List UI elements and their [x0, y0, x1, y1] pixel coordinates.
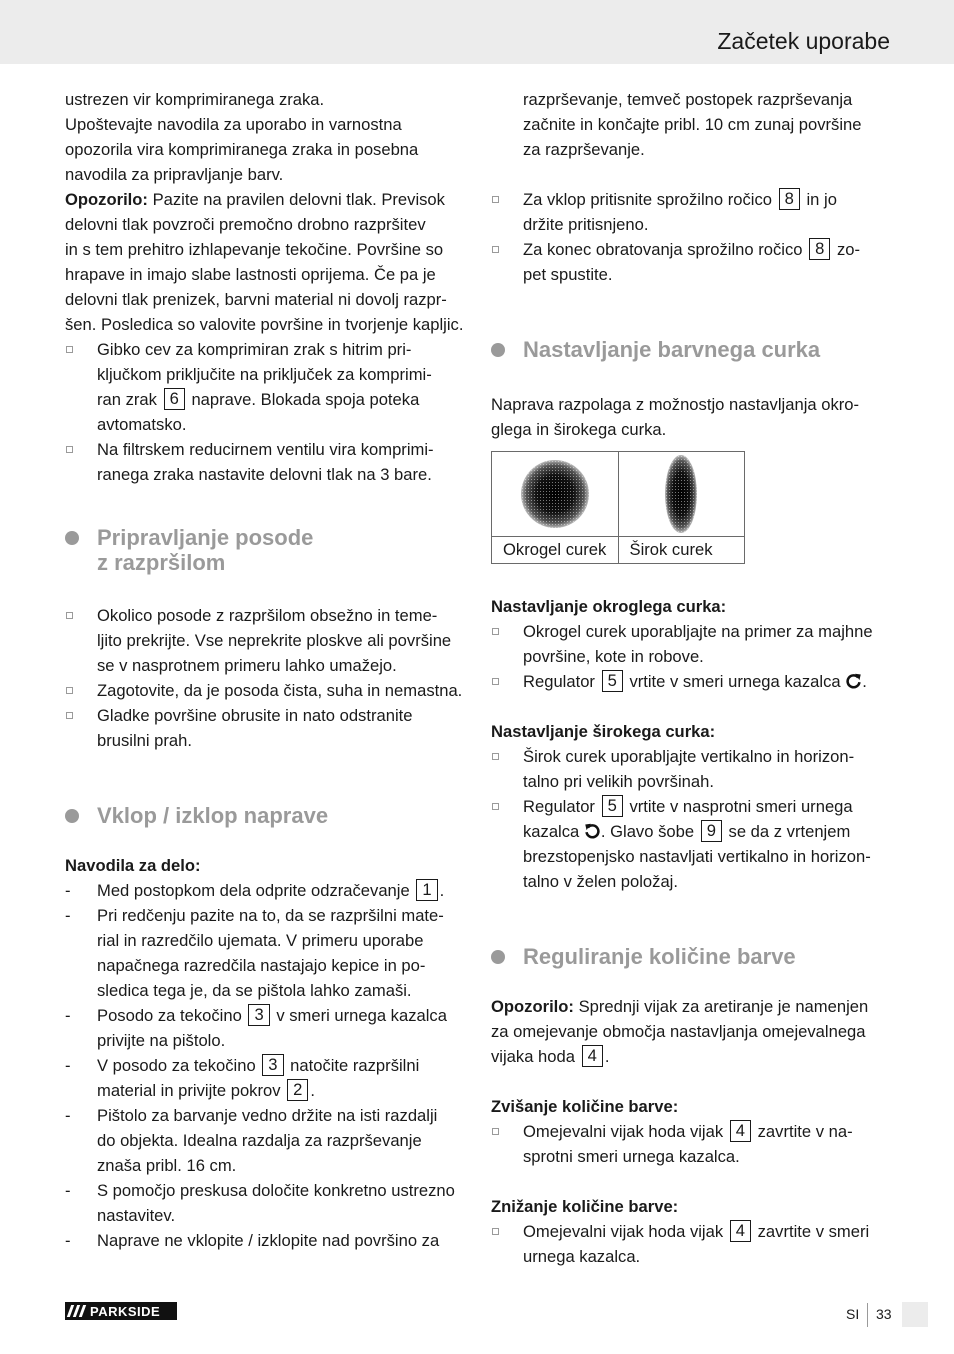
subheading-increase: Zvišanje količine barve:	[491, 1097, 679, 1116]
counterclockwise-arrow-icon	[584, 822, 601, 839]
intro-line: opozorila vira komprimiranega zraka in posebna	[65, 140, 419, 159]
section-heading-jet: Nastavljanje barvnega curka	[491, 337, 891, 362]
checkbox-bullet-icon	[66, 446, 73, 453]
checkbox-bullet-icon	[66, 712, 73, 719]
part-number-box: 1	[416, 879, 437, 901]
checkbox-bullet-icon	[492, 1228, 499, 1235]
checkbox-bullet-icon	[492, 803, 499, 810]
checkbox-bullet-icon	[492, 753, 499, 760]
part-number-box: 5	[602, 670, 623, 692]
list-item: Na filtrskem reducirnem ventilu vira komprimi- ranega zraka nastavite delovni tlak na 3 bare.	[65, 437, 465, 487]
dash-item: - V posodo za tekočino 3 natočite razpršilni material in privijte pokrov 2 .	[65, 1055, 420, 1100]
language-code: SI	[846, 1306, 860, 1322]
dash-item: - S pomočjo preskusa določite konkretno ustrezno nastavitev.	[65, 1181, 455, 1225]
dash-item: - Pištolo za barvanje vedno držite na isti razdalji do objekta. Idealna razdalja za razprševanje znaša pribl. 16 cm.	[65, 1106, 438, 1175]
list-item: Gladke površine obrusite in nato odstranite brusilni prah.	[65, 703, 465, 753]
warning-paragraph: Opozorilo: Sprednji vijak za aretiranje je namenjen	[491, 997, 869, 1016]
heading-dot-icon	[491, 343, 505, 357]
heading-dot-icon	[65, 809, 79, 823]
checkbox-bullet-icon	[66, 687, 73, 694]
part-number-box: 8	[779, 188, 800, 210]
part-number-box: 2	[287, 1079, 308, 1101]
dash-item: - Med postopkom dela odprite odzračevanje 1 .	[65, 880, 445, 900]
checkbox-bullet-icon	[492, 678, 499, 685]
wide-jet-label: Širok curek	[619, 536, 745, 563]
list-item: Gibko cev za komprimiran zrak s hitrim pri- ključkom priključite na priključek za komprimi- ran zrak 6 naprave. Blokada spoja poteka avtomatsko.	[65, 337, 465, 437]
heading-dot-icon	[491, 950, 505, 964]
subheading-instructions: Navodila za delo:	[65, 856, 201, 875]
list-item: Omejevalni vijak hoda vijak 4 zavrtite v smeri urnega kazalca.	[491, 1219, 891, 1269]
heading-dot-icon	[65, 531, 79, 545]
part-number-box: 4	[582, 1045, 603, 1067]
checkbox-bullet-icon	[66, 346, 73, 353]
page-number: 33	[876, 1306, 892, 1322]
spray-pattern-figure	[491, 451, 745, 564]
list-item: Omejevalni vijak hoda vijak 4 zavrtite v na- sprotni smeri urnega kazalca.	[491, 1119, 891, 1169]
checkbox-bullet-icon	[492, 196, 499, 203]
round-jet-icon	[520, 459, 590, 529]
part-number-box: 4	[730, 1220, 751, 1242]
right-column: razprševanje, temveč postopek razprševanja začnite in končajte pribl. 10 cm zunaj površine za razprševanje. Za vklop pritisnite sprožilno ročico 8 in jo držite pritisnjeno. Za konec obratovanja sprožilno ročico 8 zo- pet spustite. Nastavljanje barvnega curka Naprava razpolaga z možnostjo nastavljanja okro- glega in širokega curka. Okrogel curek Širok curek Nastavljanje okroglega curka: Okrogel curek uporabljajte na primer za majhne površine, kote in robove. Regulator 5 vrtite v smeri urnega kazalca . Nastavljanje širokega curka: Širok curek uporabljajte vertikalno in horizon- talno pri velikih površinah. Regulator 5 vrtite v nasprotni smeri urnega kazalca . Glavo šobe 9 se da z vrtenjem brezstopenjsko nastavljati vertikalno in horizon- talno v želen položaj. Reguliranje količine barve Opozorilo: Sprednji vijak za aretiranje je namenjen za omejevanje območja nastavljanja omejevalnega vijaka hoda 4 . Zvišanje količine barve: Omejevalni vijak hoda vijak 4 zavrtite v na- sprotni smeri urnega kazalca. Znižanje količine barve: Omejevalni vijak hoda vijak 4 zavrtite v smeri urnega kazalca.	[491, 87, 891, 1269]
part-number-box: 9	[701, 820, 722, 842]
continued-item: razprševanje, temveč postopek razprševanja začnite in končajte pribl. 10 cm zunaj površine za razprševanje.	[523, 90, 862, 159]
clockwise-arrow-icon	[845, 672, 862, 689]
checkbox-bullet-icon	[492, 1128, 499, 1135]
list-item: Regulator 5 vrtite v nasprotni smeri urnega kazalca . Glavo šobe 9 se da z vrtenjem brezstopenjsko nastavljati vertikalno in horizon- talno v želen položaj.	[491, 794, 891, 894]
wide-jet-cell	[618, 452, 745, 563]
warning-paragraph: Opozorilo: Pazite na pravilen delovni tlak. Previsok	[65, 190, 445, 209]
dash-item: - Pri redčenju pazite na to, da se razpršilni mate- rial in razredčilo ujemata. V primeru uporabe napačnega razredčila nastajajo kepice in po- sledica tega je, da se pištola lahko zamaši.	[65, 906, 444, 1000]
logo-stripes-icon	[69, 1305, 84, 1317]
dash-item: - Posodo za tekočino 3 v smeri urnega kazalca privijte na pištolo.	[65, 1005, 447, 1050]
section-heading-on-off: Vklop / izklop naprave	[65, 803, 465, 828]
dash-item: - Naprave ne vklopite / izklopite nad površino za	[65, 1231, 440, 1250]
subheading-round-jet: Nastavljanje okroglega curka:	[491, 597, 727, 616]
list-item: Za vklop pritisnite sprožilno ročico 8 in jo držite pritisnjeno.	[491, 187, 891, 237]
part-number-box: 4	[730, 1120, 751, 1142]
brand-name: PARKSIDE	[90, 1303, 161, 1319]
list-item: Širok curek uporabljajte vertikalno in horizon- talno pri velikih površinah.	[491, 744, 891, 794]
page-title: Začetek uporabe	[717, 28, 890, 54]
intro-line: navodila za pripravljanje barv.	[65, 165, 284, 184]
part-number-box: 5	[602, 795, 623, 817]
round-jet-label: Okrogel curek	[492, 536, 618, 563]
part-number-box: 3	[248, 1004, 269, 1026]
list-item: Okrogel curek uporabljajte na primer za majhne površine, kote in robove.	[491, 619, 891, 669]
intro-line: ustrezen vir komprimiranega zraka.	[65, 90, 325, 109]
left-column: ustrezen vir komprimiranega zraka. Upoštevajte navodila za uporabo in varnostna opozorila vira komprimiranega zraka in posebna navodila za pripravljanje barv. Opozorilo: Pazite na pravilen delovni tlak. Previsok delovni tlak povzroči premočno drobno razpršitev in s tem prehitro izhlapevanje tekočine. Površine so hrapave in imajo slabe lastnosti oprijema. Če pa je delovni tlak prenizek, barvni material ni dovolj razpr- šen. Posledica so valovite površine in tvorjenje kapljic. Gibko cev za komprimiran zrak s hitrim pri- ključkom priključite na priključek za komprimi- ran zrak 6 naprave. Blokada spoja poteka avtomatsko. Na filtrskem reducirnem ventilu vira komprimi- ranega zraka nastavite delovni tlak na 3 bare. Pripravljanje posode z razpršilom Okolico posode z razpršilom obsežno in teme- ljito prekrijte. Vse neprekrite ploskve ali površine se v nasprotnem primeru lahko umažejo. Zagotovite, da je posoda čista, suha in nemastna. Gladke površine obrusite in nato odstranite brusilni prah. Vklop / izklop naprave Navodila za delo: - Med postopkom dela odprite odzračevanje 1 . - Pri redčenju pazite na to, da se razpršilni mate- rial in razredčilo ujemata. V primeru uporabe napačnega razredčila nastajajo kepice in po- sledica tega je, da se pištola lahko zamaši. - Posodo za tekočino 3 v smeri urnega kazalca privijte na pištolo. - V posodo za tekočino 3 natočite razpršilni material in privijte pokrov 2 . - Pištolo za barvanje vedno držite na isti razdalji do objekta. Idealna razdalja za razprševanje znaša pribl. 16 cm. - S pomočjo preskusa določite konkretno ustrezno nastavitev. - Naprave ne vklopite / izklopite nad površino za	[65, 87, 465, 1253]
section-heading-amount: Reguliranje količine barve	[491, 944, 891, 969]
subheading-decrease: Znižanje količine barve:	[491, 1197, 679, 1216]
list-item: Okolico posode z razpršilom obsežno in teme- ljito prekrijte. Vse neprekrite ploskve ali površine se v nasprotnem primeru lahko umažejo.	[65, 603, 465, 678]
round-jet-cell	[492, 452, 618, 563]
brand-logo	[65, 1302, 177, 1320]
intro-line: Upoštevajte navodila za uporabo in varnostna	[65, 115, 402, 134]
part-number-box: 6	[164, 388, 185, 410]
checkbox-bullet-icon	[492, 246, 499, 253]
warning-label: Opozorilo:	[65, 190, 148, 209]
list-item: Regulator 5 vrtite v smeri urnega kazalca .	[491, 669, 891, 694]
part-number-box: 8	[809, 238, 830, 260]
list-item: Zagotovite, da je posoda čista, suha in nemastna.	[65, 678, 465, 703]
subheading-wide-jet: Nastavljanje širokega curka:	[491, 722, 716, 741]
footer-divider	[867, 1303, 868, 1327]
list-item: Za konec obratovanja sprožilno ročico 8 zo- pet spustite.	[491, 237, 891, 287]
footer-tab-marker	[902, 1302, 928, 1327]
checkbox-bullet-icon	[492, 628, 499, 635]
wide-jet-icon	[664, 454, 698, 534]
part-number-box: 3	[262, 1054, 283, 1076]
section-heading-preparation: Pripravljanje posode z razpršilom	[65, 525, 465, 575]
checkbox-bullet-icon	[66, 612, 73, 619]
